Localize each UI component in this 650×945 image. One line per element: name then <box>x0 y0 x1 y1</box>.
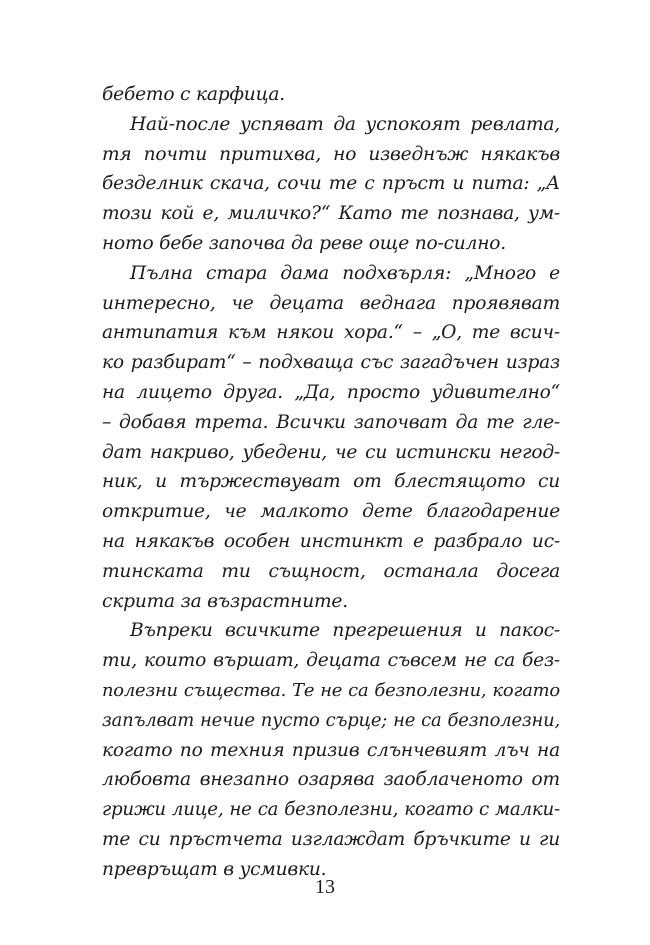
text-line: скрита за възрастните. <box>102 590 348 612</box>
text-line: бебето с карфица. <box>102 84 285 105</box>
text-line: ник, и тържествуват от блестящото си <box>102 471 560 493</box>
text-line: този кой е, миличко?“ Като те познава, ум- <box>102 203 560 225</box>
text-line: безделник скача, сочи те с пръст и пита: „А <box>102 173 560 195</box>
text-line: грижи лице, не са безполезни, когато с малки- <box>102 799 560 821</box>
text-line: антипатия към някои хора.“ – „О, те всич- <box>102 322 560 344</box>
page-number: 13 <box>315 876 335 898</box>
body-text <box>102 80 560 885</box>
text-line: тинската ти същност, останала досега <box>102 560 560 582</box>
text-line: ното бебе започва да реве още по-силно. <box>102 232 506 254</box>
text-line: – добавя трета. Всички започват да те гле- <box>102 411 560 433</box>
text-line: запълват нечие пусто сърце; не са безполезни, <box>102 709 560 731</box>
text-line: ко разбират“ – подхваща със загадъчен израз <box>102 352 560 374</box>
text-line: превръщат в усмивки. <box>102 858 327 880</box>
text-line: те си пръстчета изглаждат бръчките и ги <box>102 828 560 850</box>
text-line: Най-после успяват да успокоят ревлата, <box>130 113 560 135</box>
text-line: когато по техния призив слънчевият лъч на <box>102 739 560 761</box>
text-line: любовта внезапно озарява заоблаченото от <box>102 769 560 791</box>
text-line: откритие, че малкото дете благодарение <box>102 501 560 523</box>
text-line: на лицето друга. „Да, просто удивително“ <box>102 381 560 403</box>
text-line: интересно, че децата веднага проявяват <box>102 292 560 314</box>
text-line: Пълна стара дама подхвърля: „Много е <box>130 262 560 284</box>
text-line: полезни същества. Те не са безполезни, когато <box>102 679 560 701</box>
text-line: дат накриво, убедени, че си истински негод- <box>102 441 560 463</box>
text-line: на някакъв особен инстинкт е разбрало ис- <box>102 530 560 552</box>
text-line: ти, които вършат, децата съвсем не са без- <box>102 650 560 672</box>
text-line: тя почти притихва, но изведнъж някакъв <box>102 143 560 165</box>
text-line: Въпреки всичките прегрешения и пакос- <box>130 620 560 642</box>
